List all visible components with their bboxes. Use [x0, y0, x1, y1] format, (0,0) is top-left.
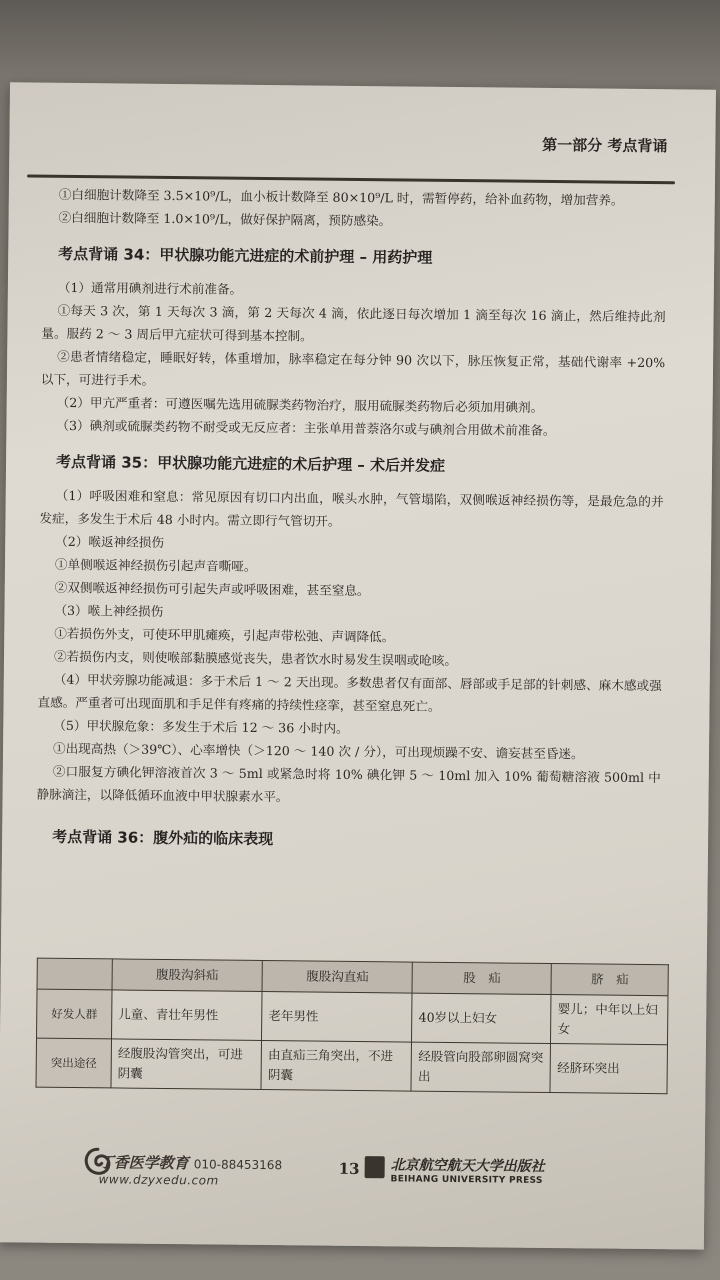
section-34-paragraph: （1）通常用碘剂进行术前准备。: [57, 279, 243, 297]
page-header: 第一部分 考点背诵: [542, 135, 668, 156]
section-34-heading: 考点背诵 34：甲状腺功能亢进症的术前护理 – 用药护理: [58, 244, 433, 267]
table-cell: 老年男性: [262, 991, 413, 1042]
table-row: [37, 989, 668, 1045]
table-cell: 经股管向股部卵圆窝突出: [411, 1042, 551, 1092]
publisher-left-url: www.dzyxedu.com: [98, 1172, 219, 1188]
section-36-heading: 考点背诵 36：腹外疝的临床表现: [52, 827, 274, 849]
table-cell: 经脐环突出: [550, 1044, 667, 1094]
section-35-paragraph: （1）呼吸困难和窒息：常见原因有切口内出血，喉头水肿，气管塌陷，双侧喉返神经损伤等，是最危急的并发症，多发生于术后 48 小时内。需立即行气管切开。: [39, 487, 664, 529]
press-name-en: BEIHANG UNIVERSITY PRESS: [390, 1174, 543, 1186]
section-35-paragraph: ①若损伤外支，可使环甲肌瘫痪，引起声带松弛、声调降低。: [54, 625, 395, 645]
table-header-cell: 腹股沟斜疝: [112, 959, 263, 992]
table-cell: 婴儿；中年以上妇女: [551, 995, 668, 1045]
table-cell: 儿童、青壮年男性: [112, 990, 263, 1041]
page-footer: [0, 1144, 705, 1201]
section-34-paragraph: ①每天 3 次，第 1 天每次 3 滴，第 2 天每次 4 滴，依此逐日每次增加 1 滴至每次 16 滴止，然后维持此剂量。服药 2 ～ 3 周后甲亢症状可得到基本控制。: [41, 302, 666, 344]
section-35-paragraph: ①单侧喉返神经损伤引起声音嘶哑。: [54, 556, 257, 574]
press-name-cn: 北京航空航天大学出版社: [390, 1157, 545, 1175]
table-header-cell: 脐 疝: [551, 964, 668, 996]
section-35-paragraph: ②口服复方碘化钾溶液首次 3 ～ 5ml 或紧急时将 10% 碘化钾 5 ～ 10ml 加入 10% 葡萄糖溶液 500ml 中静脉滴注，以降低循环血液中甲状腺素水平。: [36, 763, 661, 805]
publisher-left-logo: [98, 1151, 282, 1188]
section-34-paragraph: （3）碘剂或硫脲类药物不耐受或无反应者：主张单用普萘洛尔或与碘剂合用做术前准备。: [56, 417, 556, 439]
section-35-paragraph: ②双侧喉返神经损伤可引起失声或呼吸困难，甚至窒息。: [54, 579, 370, 599]
table-header-cell: [37, 958, 112, 990]
hernia-table: [35, 958, 668, 1095]
section-34-paragraph: ②患者情绪稳定，睡眠好转，体重增加，脉率稳定在每分钟 90 次以下，脉压恢复正常，基础代谢率 +20% 以下，可进行手术。: [40, 348, 666, 388]
intro-paragraph: ②白细胞计数降至 1.0×10⁹/L，做好保护隔离，预防感染。: [58, 209, 392, 229]
section-35-paragraph: （5）甲状腺危象：多发生于术后 12 ～ 36 小时内。: [53, 717, 349, 736]
table-cell: 40岁以上妇女: [412, 993, 552, 1043]
publisher-left-name: 丁香医学教育: [98, 1153, 189, 1173]
table-row: [36, 1038, 667, 1094]
section-35-paragraph: ①出现高热（＞39℃）、心率增快（＞120 ～ 140 次 / 分），可出现烦躁不安、谵妄甚至昏迷。: [52, 740, 584, 762]
section-35-heading: 考点背诵 35：甲状腺功能亢进症的术后护理 – 术后并发症: [55, 452, 446, 475]
intro-paragraph: ①白细胞计数降至 3.5×10⁹/L，血小板计数降至 80×10⁹/L 时，需暂停药，给补血药物，增加营养。: [58, 186, 624, 208]
table-header-cell: 腹股沟直疝: [262, 960, 413, 993]
section-35-paragraph: （4）甲状旁腺功能减退：多于术后 1 ～ 2 天出现。多数患者仅有面部、唇部或手足部的针刺感、麻木感或强直感。严重者可出现面肌和手足伴有疼痛的持续性痉挛，甚至窒息死亡。: [37, 671, 662, 714]
table-cell: 由直疝三角突出，不进阴囊: [261, 1040, 412, 1091]
book-page: [0, 82, 716, 1249]
page-content: [36, 183, 667, 865]
section-34-paragraph: （2）甲亢严重者：可遵医嘱先选用硫脲类药物治疗，服用硫脲类药物后必须加用碘剂。: [56, 394, 544, 415]
section-35-paragraph: （3）喉上神经损伤: [54, 602, 164, 619]
press-logo: [390, 1154, 544, 1186]
table-cell: 经腹股沟管突出，可进阴囊: [111, 1039, 262, 1090]
press-emblem-icon: [365, 1156, 385, 1178]
table-row-header: 好发人群: [37, 989, 113, 1039]
page-number: 13: [338, 1159, 360, 1179]
publisher-left-phone: 010-88453168: [193, 1157, 283, 1173]
section-35-paragraph: （2）喉返神经损伤: [55, 533, 165, 550]
table-header-cell: 股 疝: [412, 962, 551, 994]
table-row-header: 突出途径: [36, 1038, 112, 1088]
section-35-paragraph: ②若损伤内支，则使喉部黏膜感觉丧失，患者饮水时易发生误咽或呛咳。: [53, 648, 458, 669]
